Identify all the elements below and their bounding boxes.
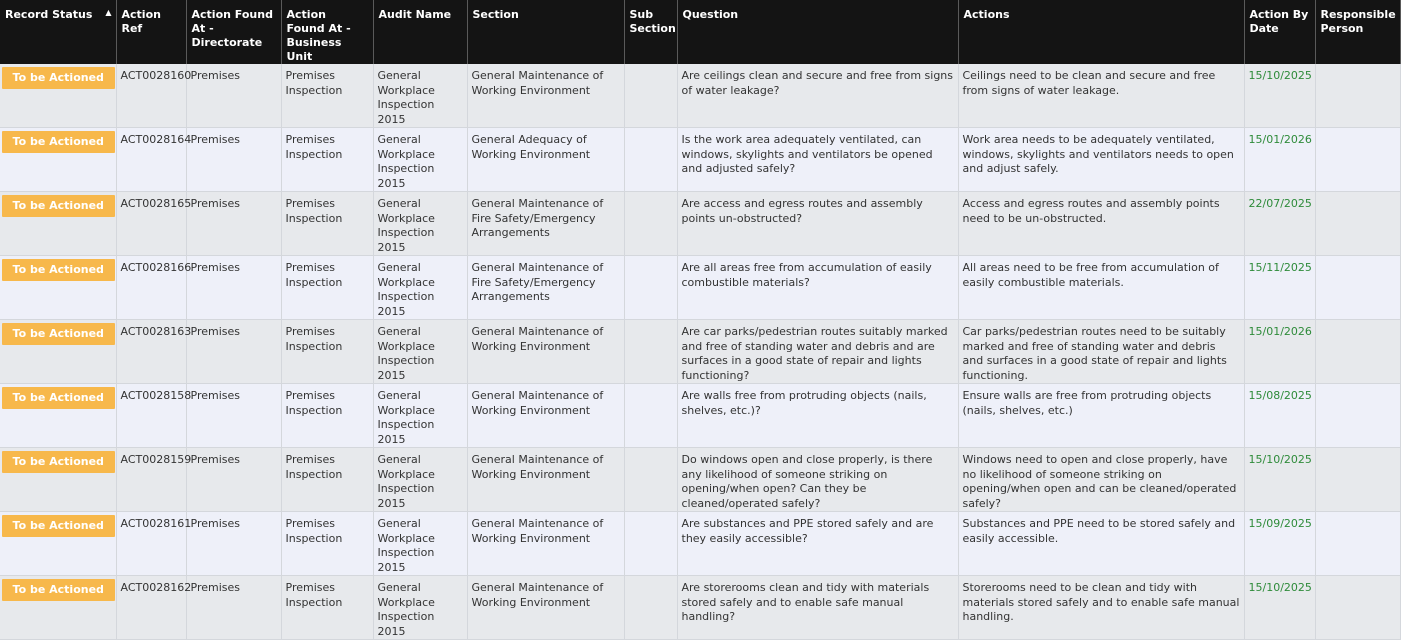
table-row[interactable] <box>0 512 1400 576</box>
status-badge[interactable]: To be Actioned <box>2 259 115 281</box>
question-cell: Do windows open and close properly, is there any likelihood of someone striking on opening/when open? Can they be cleaned/operated safely? <box>677 448 958 512</box>
column-header-action-by-date[interactable] <box>1244 0 1315 64</box>
audit-name-cell: General Workplace Inspection 2015 <box>373 192 467 256</box>
action-by-date-cell: 15/10/2025 <box>1244 448 1315 512</box>
action-ref-cell: ACT0028166 <box>116 256 186 320</box>
business-unit-cell: Premises Inspection <box>281 128 373 192</box>
action-ref-cell: ACT0028164 <box>116 128 186 192</box>
actions-cell: Work area needs to be adequately ventilated, windows, skylights and ventilators needs to open and adjust safely. <box>958 128 1244 192</box>
sub-section-cell <box>624 320 677 384</box>
responsible-person-cell <box>1315 128 1400 192</box>
table-row[interactable] <box>0 448 1400 512</box>
action-ref-cell: ACT0028165 <box>116 192 186 256</box>
actions-cell: Ensure walls are free from protruding objects (nails, shelves, etc.) <box>958 384 1244 448</box>
table-row[interactable] <box>0 384 1400 448</box>
column-header-record-status[interactable] <box>0 0 116 64</box>
grid-body <box>0 64 1400 640</box>
grid-header <box>0 0 1400 64</box>
question-cell: Is the work area adequately ventilated, can windows, skylights and ventilators be opened and adjusted safely? <box>677 128 958 192</box>
status-badge[interactable]: To be Actioned <box>2 579 115 601</box>
table-row[interactable] <box>0 64 1400 128</box>
table-row[interactable] <box>0 128 1400 192</box>
business-unit-cell: Premises Inspection <box>281 64 373 128</box>
action-by-date-cell: 15/10/2025 <box>1244 64 1315 128</box>
directorate-cell: Premises <box>186 576 281 640</box>
table-row[interactable] <box>0 576 1400 640</box>
audit-name-cell: General Workplace Inspection 2015 <box>373 320 467 384</box>
table-row[interactable] <box>0 256 1400 320</box>
column-header-label: Action Ref <box>121 8 161 35</box>
question-cell: Are access and egress routes and assembly points un-obstructed? <box>677 192 958 256</box>
question-cell: Are substances and PPE stored safely and are they easily accessible? <box>677 512 958 576</box>
actions-cell: Access and egress routes and assembly points need to be un-obstructed. <box>958 192 1244 256</box>
directorate-cell: Premises <box>186 192 281 256</box>
status-badge[interactable]: To be Actioned <box>2 67 115 89</box>
status-badge[interactable]: To be Actioned <box>2 131 115 153</box>
column-header-responsible-person[interactable] <box>1315 0 1400 64</box>
column-header-business-unit[interactable] <box>281 0 373 64</box>
column-header-action-ref[interactable] <box>116 0 186 64</box>
section-cell: General Maintenance of Working Environment <box>467 64 624 128</box>
action-by-date-cell: 15/08/2025 <box>1244 384 1315 448</box>
audit-name-cell: General Workplace Inspection 2015 <box>373 128 467 192</box>
action-ref-cell: ACT0028159 <box>116 448 186 512</box>
section-cell: General Maintenance of Working Environment <box>467 320 624 384</box>
section-cell: General Maintenance of Working Environment <box>467 512 624 576</box>
status-badge[interactable]: To be Actioned <box>2 451 115 473</box>
column-header-sub-section[interactable] <box>624 0 677 64</box>
directorate-cell: Premises <box>186 320 281 384</box>
sub-section-cell <box>624 128 677 192</box>
responsible-person-cell <box>1315 576 1400 640</box>
action-by-date-cell: 15/11/2025 <box>1244 256 1315 320</box>
question-cell: Are walls free from protruding objects (nails, shelves, etc.)? <box>677 384 958 448</box>
sub-section-cell <box>624 384 677 448</box>
action-by-date-cell: 22/07/2025 <box>1244 192 1315 256</box>
status-badge[interactable]: To be Actioned <box>2 195 115 217</box>
action-by-date-cell: 15/01/2026 <box>1244 320 1315 384</box>
record-status-cell <box>0 128 116 192</box>
column-header-actions[interactable] <box>958 0 1244 64</box>
directorate-cell: Premises <box>186 512 281 576</box>
action-by-date-cell: 15/01/2026 <box>1244 128 1315 192</box>
status-badge[interactable]: To be Actioned <box>2 323 115 345</box>
column-header-directorate[interactable] <box>186 0 281 64</box>
business-unit-cell: Premises Inspection <box>281 320 373 384</box>
action-by-date-cell: 15/10/2025 <box>1244 576 1315 640</box>
question-cell: Are car parks/pedestrian routes suitably marked and free of standing water and debris and are surfaces in a good state of repair and lights functioning? <box>677 320 958 384</box>
record-status-cell <box>0 320 116 384</box>
section-cell: General Maintenance of Fire Safety/Emergency Arrangements <box>467 192 624 256</box>
status-badge[interactable]: To be Actioned <box>2 387 115 409</box>
column-header-label: Action Found At - Business Unit <box>286 8 351 63</box>
table-row[interactable] <box>0 192 1400 256</box>
header-row <box>0 0 1400 64</box>
actions-cell: Substances and PPE need to be stored safely and easily accessible. <box>958 512 1244 576</box>
audit-name-cell: General Workplace Inspection 2015 <box>373 448 467 512</box>
responsible-person-cell <box>1315 320 1400 384</box>
sub-section-cell <box>624 256 677 320</box>
action-by-date-cell: 15/09/2025 <box>1244 512 1315 576</box>
column-header-label: Action By Date <box>1249 8 1309 35</box>
sub-section-cell <box>624 192 677 256</box>
record-status-cell <box>0 64 116 128</box>
directorate-cell: Premises <box>186 256 281 320</box>
record-status-cell <box>0 192 116 256</box>
audit-name-cell: General Workplace Inspection 2015 <box>373 256 467 320</box>
business-unit-cell: Premises Inspection <box>281 448 373 512</box>
section-cell: General Maintenance of Fire Safety/Emergency Arrangements <box>467 256 624 320</box>
audit-name-cell: General Workplace Inspection 2015 <box>373 512 467 576</box>
directorate-cell: Premises <box>186 448 281 512</box>
sub-section-cell <box>624 576 677 640</box>
column-header-label: Question <box>682 8 739 21</box>
responsible-person-cell <box>1315 448 1400 512</box>
column-header-label: Section <box>472 8 519 21</box>
section-cell: General Adequacy of Working Environment <box>467 128 624 192</box>
business-unit-cell: Premises Inspection <box>281 512 373 576</box>
question-cell: Are all areas free from accumulation of easily combustible materials? <box>677 256 958 320</box>
column-header-label: Actions <box>963 8 1010 21</box>
action-ref-cell: ACT0028162 <box>116 576 186 640</box>
audit-name-cell: General Workplace Inspection 2015 <box>373 384 467 448</box>
table-row[interactable] <box>0 320 1400 384</box>
record-status-cell <box>0 256 116 320</box>
actions-cell: All areas need to be free from accumulation of easily combustible materials. <box>958 256 1244 320</box>
action-ref-cell: ACT0028161 <box>116 512 186 576</box>
business-unit-cell: Premises Inspection <box>281 192 373 256</box>
caret-up-icon[interactable]: ▲ <box>105 8 112 17</box>
responsible-person-cell <box>1315 512 1400 576</box>
section-cell: General Maintenance of Working Environment <box>467 384 624 448</box>
actions-cell: Windows need to open and close properly, have no likelihood of someone striking on opening/when open and can be cleaned/operated safely? <box>958 448 1244 512</box>
sub-section-cell <box>624 64 677 128</box>
question-cell: Are ceilings clean and secure and free from signs of water leakage? <box>677 64 958 128</box>
section-cell: General Maintenance of Working Environment <box>467 448 624 512</box>
action-ref-cell: ACT0028163 <box>116 320 186 384</box>
column-header-label: Action Found At - Directorate <box>191 8 273 49</box>
column-header-label: Record Status <box>5 8 93 21</box>
column-header-section[interactable] <box>467 0 624 64</box>
column-header-label: Sub Section <box>629 8 676 35</box>
action-ref-cell: ACT0028158 <box>116 384 186 448</box>
column-header-question[interactable] <box>677 0 958 64</box>
responsible-person-cell <box>1315 192 1400 256</box>
responsible-person-cell <box>1315 256 1400 320</box>
column-header-audit-name[interactable] <box>373 0 467 64</box>
business-unit-cell: Premises Inspection <box>281 256 373 320</box>
directorate-cell: Premises <box>186 64 281 128</box>
record-status-cell <box>0 576 116 640</box>
actions-cell: Ceilings need to be clean and secure and free from signs of water leakage. <box>958 64 1244 128</box>
actions-cell: Car parks/pedestrian routes need to be suitably marked and free of standing water and debris and surfaces in a good state of repair and lights functioning. <box>958 320 1244 384</box>
action-ref-cell: ACT0028160 <box>116 64 186 128</box>
status-badge[interactable]: To be Actioned <box>2 515 115 537</box>
record-status-cell <box>0 384 116 448</box>
question-cell: Are storerooms clean and tidy with materials stored safely and to enable safe manual handling? <box>677 576 958 640</box>
record-status-cell <box>0 512 116 576</box>
responsible-person-cell <box>1315 384 1400 448</box>
sub-section-cell <box>624 512 677 576</box>
actions-cell: Storerooms need to be clean and tidy with materials stored safely and to enable safe manual handling. <box>958 576 1244 640</box>
sub-section-cell <box>624 448 677 512</box>
section-cell: General Maintenance of Working Environment <box>467 576 624 640</box>
business-unit-cell: Premises Inspection <box>281 576 373 640</box>
responsible-person-cell <box>1315 64 1400 128</box>
column-header-label: Audit Name <box>378 8 452 21</box>
directorate-cell: Premises <box>186 384 281 448</box>
record-status-cell <box>0 448 116 512</box>
directorate-cell: Premises <box>186 128 281 192</box>
audit-name-cell: General Workplace Inspection 2015 <box>373 64 467 128</box>
column-header-label: Responsible Person <box>1320 8 1396 35</box>
business-unit-cell: Premises Inspection <box>281 384 373 448</box>
audit-name-cell: General Workplace Inspection 2015 <box>373 576 467 640</box>
